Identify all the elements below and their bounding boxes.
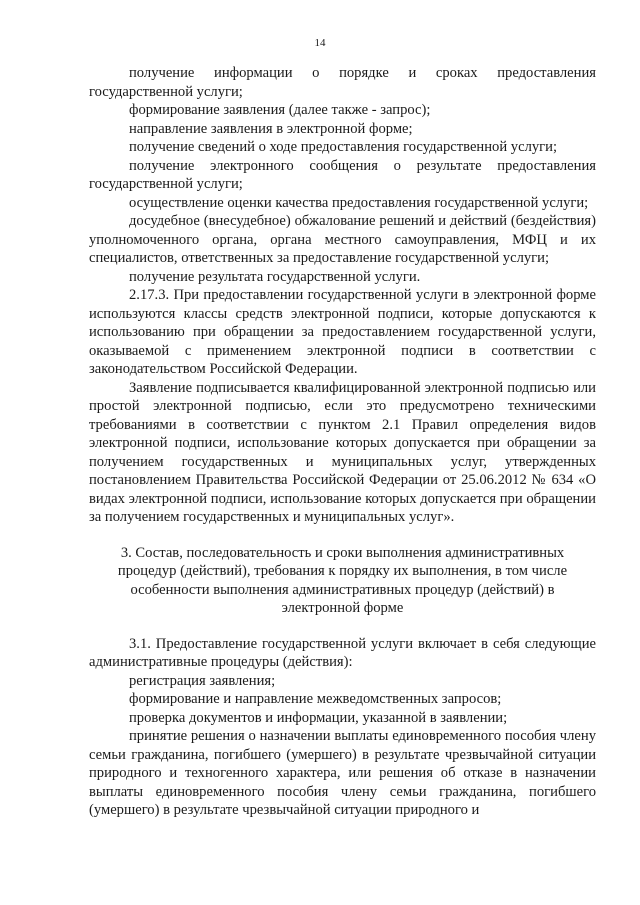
section-heading-line: процедур (действий), требования к порядку их выполнения, в том числе [117, 563, 568, 579]
document-body [89, 64, 596, 820]
section-heading-line: электронной форме [281, 600, 404, 616]
page-number: 14 [314, 37, 326, 49]
paragraph: получение электронного сообщения о результате предоставления государственной услуги; [89, 157, 596, 192]
section-heading-line: 3. Состав, последовательность и сроки выполнения административных [120, 544, 565, 561]
paragraph: получение сведений о ходе предоставления государственной услуги; [129, 139, 558, 155]
paragraph: формирование и направление межведомственных запросов; [129, 691, 502, 707]
paragraph: 2.17.3. При предоставлении государственной услуги в электронной форме используются классы средств электронной подписи, которые допускаются к использованию при обращении за предоставлением государственной услуги, оказываемой с применением электронной подписи в соответствии с законодательством Российской Федерации. [89, 287, 596, 377]
paragraph: формирование заявления (далее также - запрос); [129, 102, 431, 118]
paragraph: получение результата государственной услуги. [129, 268, 421, 285]
paragraph: проверка документов и информации, указанной в заявлении; [129, 709, 508, 726]
paragraph: регистрация заявления; [129, 672, 276, 689]
paragraph: осуществление оценки качества предоставления государственной услуги; [129, 194, 589, 211]
paragraph: получение информации о порядке и сроках предоставления государственной услуги; [89, 65, 596, 100]
paragraph: досудебное (внесудебное) обжалование решений и действий (бездействия) уполномоченного органа, органа местного самоуправления, МФЦ и их специалистов, ответственных за предоставление государственной услуги; [89, 213, 596, 266]
paragraph: направление заявления в электронной форме; [129, 120, 413, 137]
paragraph: Заявление подписывается квалифицированной электронной подписью или простой электронной подписью, если это предусмотрено техническими требованиями в соответствии с пунктом 2.1 Правил определения видов электронной подписи, использование которых допускается при обращении за получением государственных и муниципальных услуг, утвержденных постановлением Правительства Российской Федерации от 25.06.2012 № 634 «О видах электронной подписи, использование которых допускается при обращении за получением государственных и муниципальных услуг». [89, 379, 596, 525]
section-heading-line: особенности выполнения административных процедур (действий) в [130, 581, 555, 598]
section-heading [89, 544, 596, 618]
paragraph: принятие решения о назначении выплаты единовременного пособия члену семьи гражданина, погибшего (умершего) в результате чрезвычайной ситуации природного и техногенного характера, или решения об отказе в назначении выплаты единовременного пособия члену семьи гражданина, погибшего (умершего) в результате чрезвычайной ситуации природного и [89, 728, 596, 818]
paragraph-group-top [89, 64, 596, 527]
paragraph-group-bottom [89, 635, 596, 820]
paragraph: 3.1. Предоставление государственной услуги включает в себя следующие административные процедуры (действия): [89, 635, 596, 670]
